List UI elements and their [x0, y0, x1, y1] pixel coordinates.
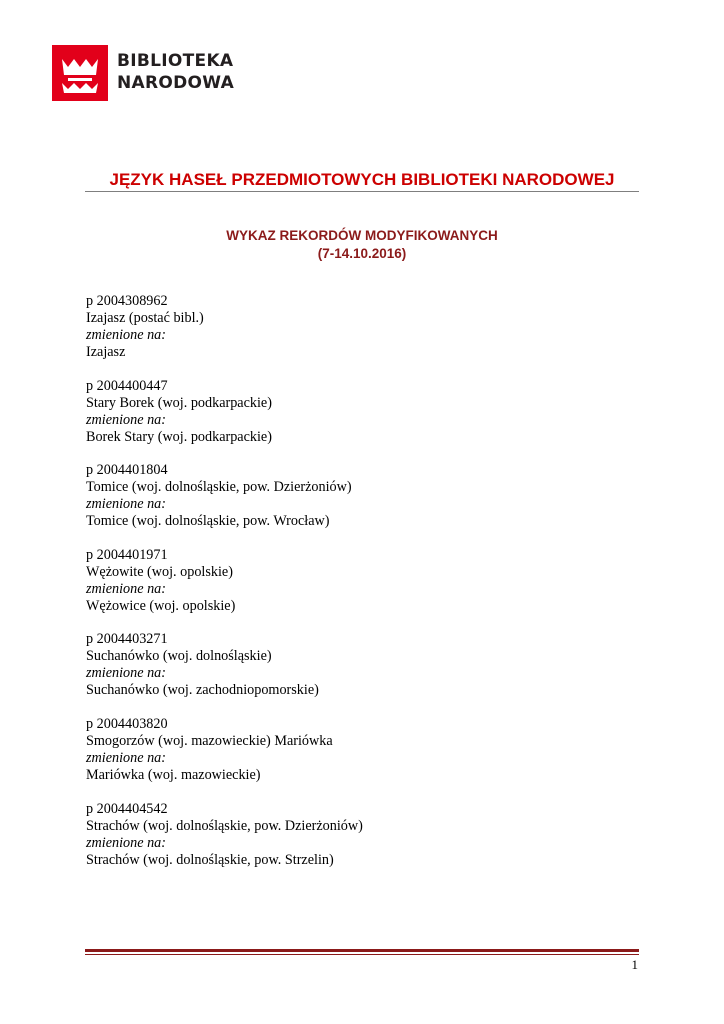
logo-wordmark — [117, 50, 277, 94]
record-old-heading: Izajasz (postać bibl.) — [86, 310, 204, 326]
record-new-heading: Izajasz — [86, 344, 126, 360]
record-new-heading: Wężowice (woj. opolskie) — [86, 597, 236, 614]
record-id: p 2004401971 — [86, 546, 168, 563]
record-id: p 2004308962 — [86, 293, 168, 309]
changed-to-label: zmienione na: — [86, 411, 166, 428]
record-old-heading: Suchanówko (woj. dolnośląskie) — [86, 648, 272, 665]
footer-divider-thin — [85, 954, 639, 955]
record-id: p 2004400447 — [86, 377, 168, 394]
document-title: JĘZYK HASEŁ PRZEDMIOTOWYCH BIBLIOTEKI NARODOWEJ — [109, 170, 615, 189]
record-item — [86, 631, 646, 699]
subtitle-line-1: WYKAZ REKORDÓW MODYFIKOWANYCH — [226, 228, 498, 243]
logo-line-2: NARODOWA — [117, 73, 235, 93]
record-old-heading: Smogorzów (woj. mazowieckie) Mariówka — [86, 732, 333, 749]
record-id: p 2004401804 — [86, 462, 168, 479]
record-new-heading: Suchanówko (woj. zachodniopomorskie) — [86, 682, 319, 699]
record-item — [86, 378, 646, 446]
record-old-heading: Stary Borek (woj. podkarpackie) — [86, 394, 272, 411]
page-number: 1 — [631, 957, 638, 972]
subtitle-date-range: (7-14.10.2016) — [317, 246, 407, 261]
record-new-heading: Mariówka (woj. mazowieckie) — [86, 766, 261, 783]
record-old-heading: Wężowite (woj. opolskie) — [86, 563, 233, 580]
record-item — [86, 801, 646, 869]
record-id: p 2004404542 — [86, 800, 168, 817]
record-item — [86, 293, 646, 361]
record-item — [86, 716, 646, 784]
changed-to-label: zmienione na: — [86, 834, 166, 851]
record-id: p 2004403271 — [86, 631, 168, 648]
record-old-heading: Strachów (woj. dolnośląskie, pow. Dzierżoniów) — [86, 817, 363, 834]
record-id: p 2004403820 — [86, 715, 168, 732]
changed-to-label: zmienione na: — [86, 749, 166, 766]
changed-to-label: zmienione na: — [86, 496, 166, 513]
record-list — [86, 293, 646, 885]
record-new-heading: Borek Stary (woj. podkarpackie) — [86, 428, 272, 445]
record-old-heading: Tomice (woj. dolnośląskie, pow. Dzierżoniów) — [86, 479, 352, 496]
footer-divider-thick — [85, 949, 639, 952]
changed-to-label: zmienione na: — [86, 665, 166, 682]
record-item — [86, 547, 646, 615]
document-subtitle — [85, 227, 639, 263]
changed-to-label: zmienione na: — [86, 580, 166, 597]
logo-line-1: BIBLIOTEKA — [117, 51, 234, 71]
record-new-heading: Strachów (woj. dolnośląskie, pow. Strzelin) — [86, 851, 334, 868]
record-item — [86, 462, 646, 530]
changed-to-label: zmienione na: — [86, 327, 166, 343]
record-new-heading: Tomice (woj. dolnośląskie, pow. Wrocław) — [86, 513, 330, 530]
title-divider — [85, 191, 639, 192]
crown-logo-icon — [52, 45, 108, 101]
